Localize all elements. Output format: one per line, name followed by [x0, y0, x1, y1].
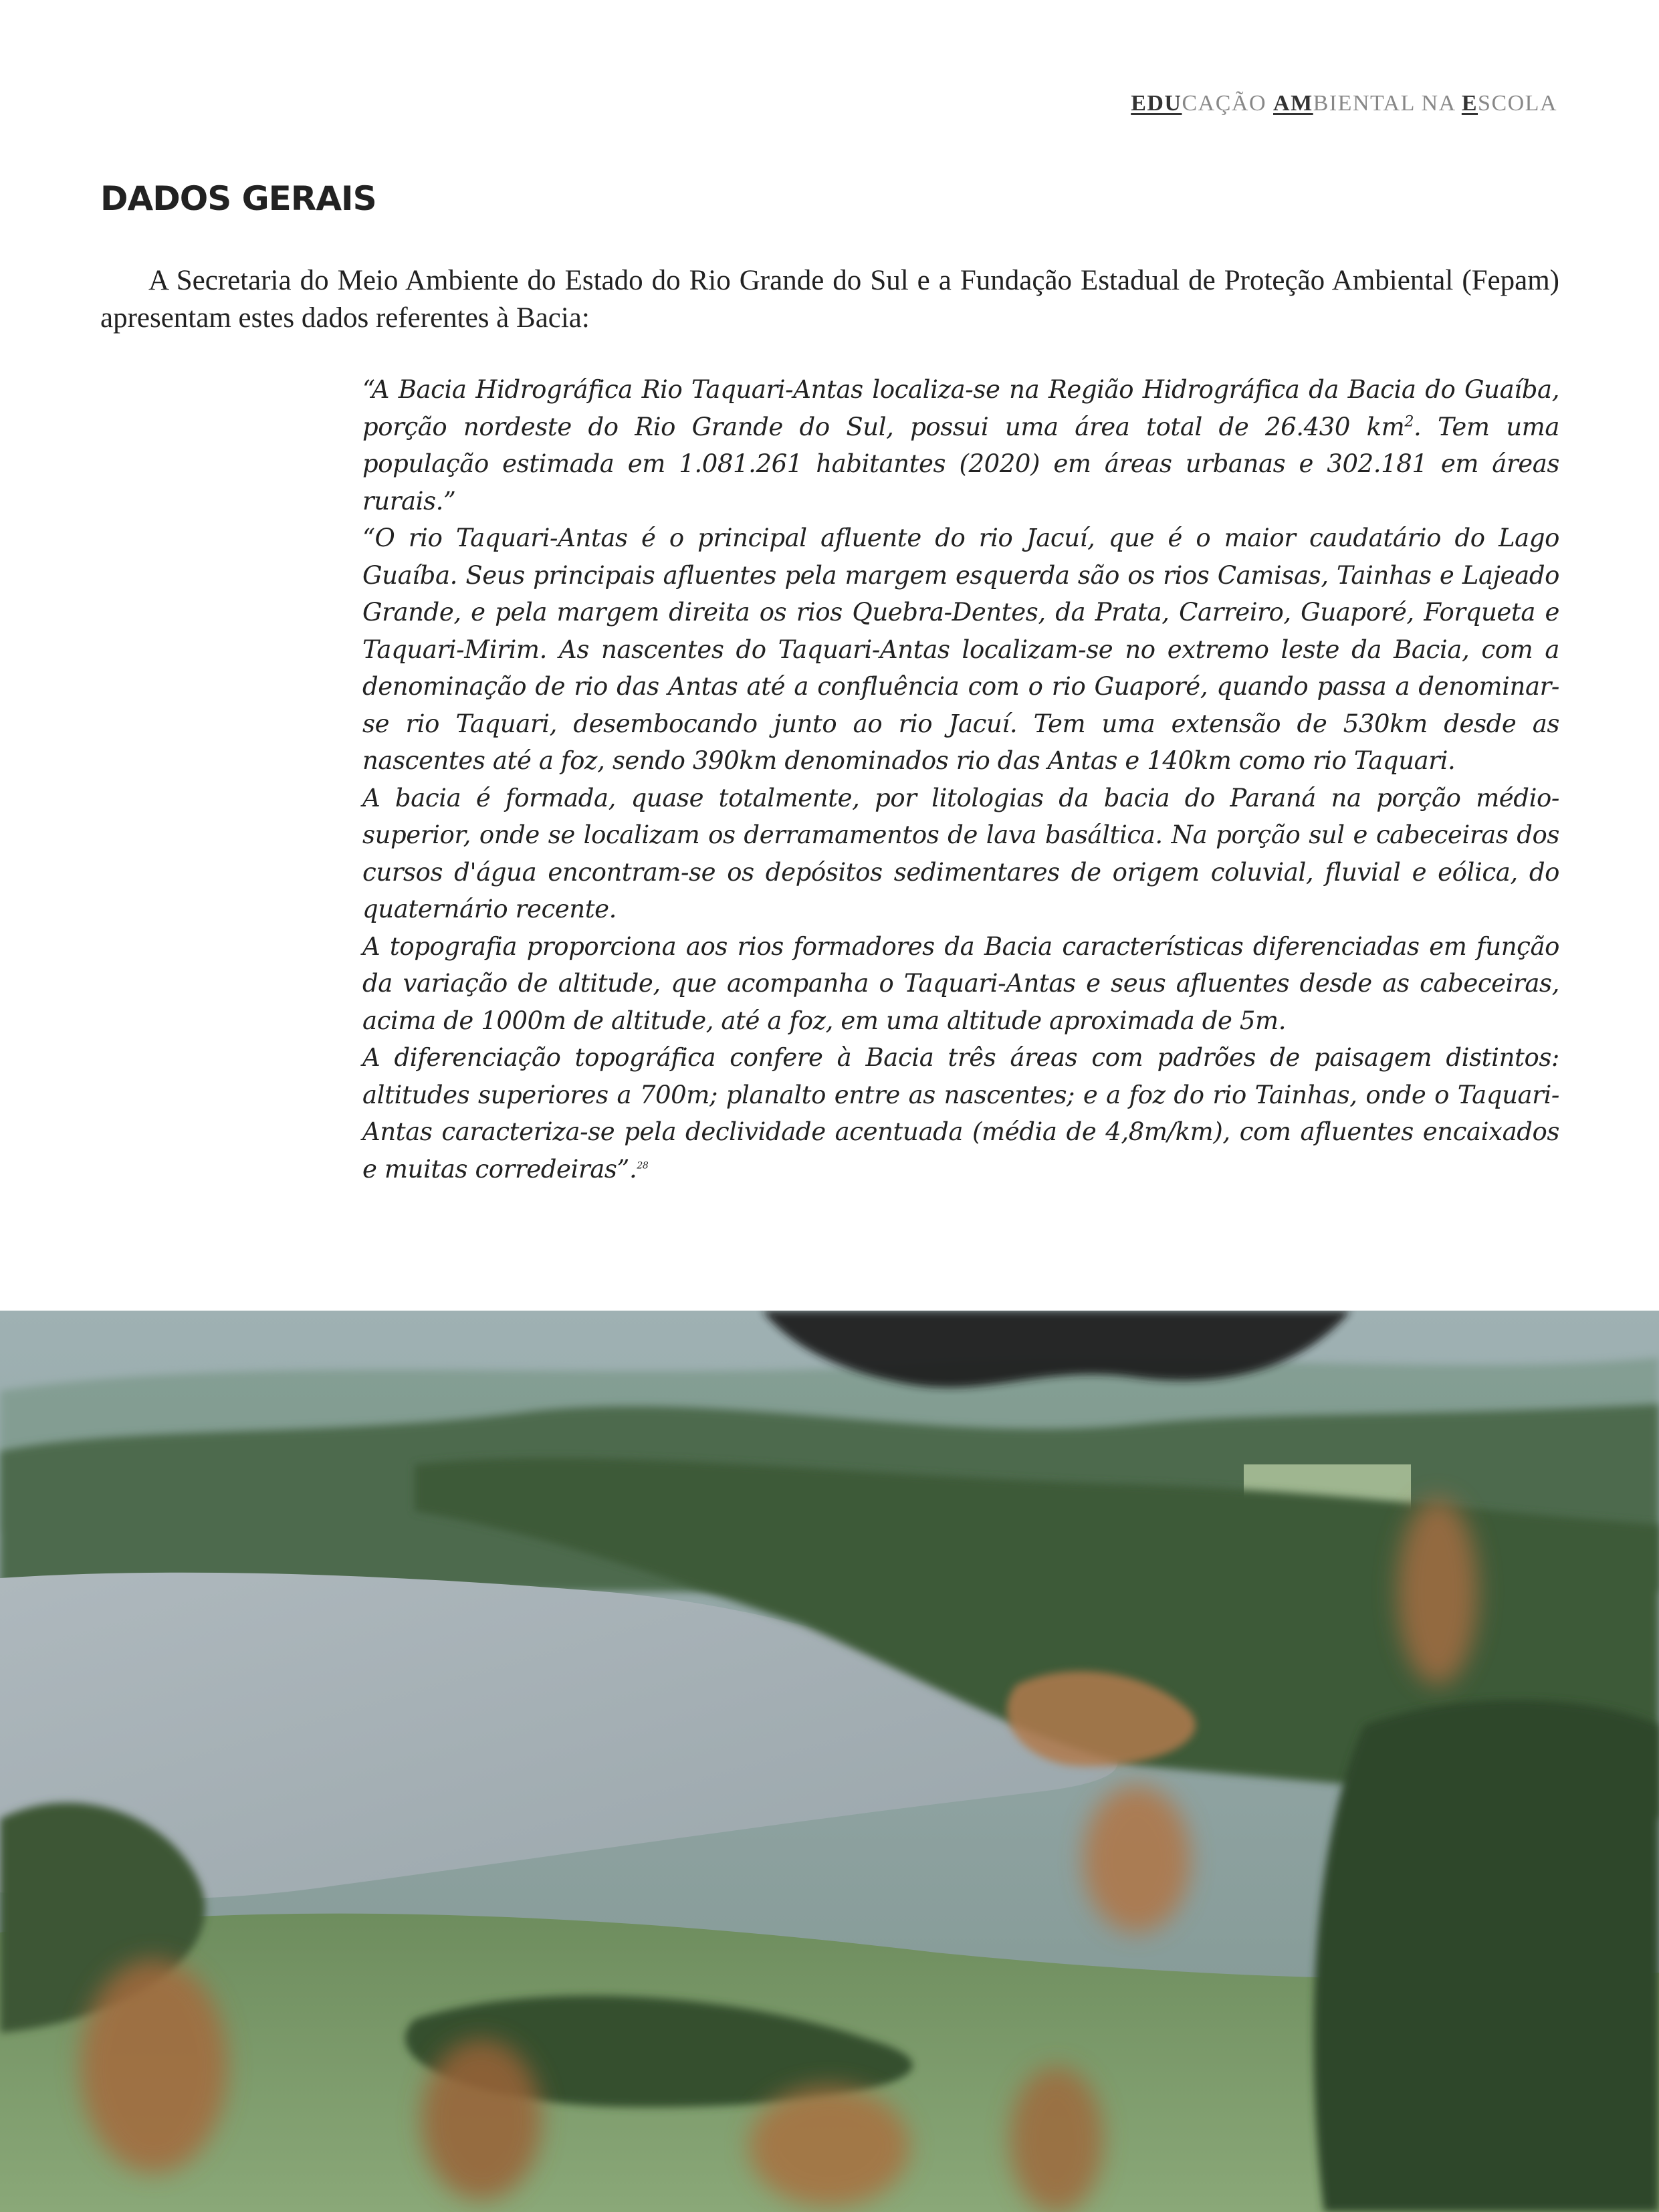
quote-paragraph-3: A bacia é formada, quase totalmente, por litologias da bacia do Paraná na porção médio-superior, onde se localizam os derramamentos de lava basáltica. Na porção sul e cabeceiras dos cursos d'água encontram-se os depósitos sedimentares de origem coluvial, fluvial e eólica, do quaternário recente.: [362, 783, 1559, 923]
squared-superscript: 2: [1404, 413, 1414, 431]
intro-paragraph: A Secretaria do Meio Ambiente do Estado do Rio Grande do Sul e a Fundação Estadual de Proteção Ambiental (Fepam) apresentam estes dados referentes à Bacia:: [100, 265, 1559, 334]
running-header: [1131, 91, 1557, 116]
quote-paragraph-2: “O rio Taquari-Antas é o principal afluente do rio Jacuí, que é o maior caudatário do Lago Guaíba. Seus principais afluentes pela margem esquerda são os rios Camisas, Tainhas e Lajeado Grande, e pela margem direita os rios Quebra-Dentes, da Prata, Carreiro, Guaporé, Forqueta e Taquari-Mirim. As nascentes do Taquari-Antas localizam-se no extremo leste da Bacia, com a denominação de rio das Antas até a confluência com o rio Guaporé, quando passa a denominar-se rio Taquari, desembocando junto ao rio Jacuí. Tem uma extensão de 530km desde as nascentes até a foz, sendo 390km denominados rio das Antas e 140km como rio Taquari.: [362, 524, 1559, 775]
quote-paragraph-1-text-end: . Tem uma população estimada em 1.081.261 habitantes (2020) em áreas urbanas e 302.181 em áreas rurais.”: [362, 412, 1559, 516]
quote-paragraph-5-text: A diferenciação topográfica confere à Bacia três áreas com padrões de paisagem distintos: altitudes superiores a 700m; planalto entre as nascentes; e a foz do rio Tainhas, onde o Taquari-Antas caracteriza-se pela declividade acentuada (média de 4,8m/km), com afluentes encaixados e muitas corredeiras”.: [362, 1043, 1559, 1184]
running-header-part-3-strong: E: [1461, 91, 1478, 116]
quote-paragraph-5: [362, 1039, 1559, 1188]
running-header-part-3-rest: SCOLA: [1478, 91, 1557, 116]
quote-paragraph-1: [362, 371, 1559, 520]
footnote-reference: 28: [637, 1160, 649, 1172]
section-title: DADOS GERAIS: [100, 179, 376, 218]
quote-paragraph-1-text: “A Bacia Hidrográfica Rio Taquari-Antas localiza-se na Região Hidrográfica da Bacia do Guaíba, porção nordeste do Rio Grande do Sul, possui uma área total de 26.430 km: [362, 375, 1559, 441]
river-landscape-photo: [0, 1311, 1659, 2212]
quote-paragraph-4: A topografia proporciona aos rios formadores da Bacia características diferenciadas em função da variação de altitude, que acompanha o Taquari-Antas e seus afluentes desde as cabeceiras, acima de 1000m de altitude, até a foz, em uma altitude aproximada de 5m.: [362, 931, 1559, 1035]
running-header-part-2-rest: BIENTAL NA: [1313, 91, 1462, 116]
right-foreground-trees: [1313, 1700, 1659, 2212]
running-header-part-1-strong: EDU: [1131, 91, 1182, 116]
running-header-part-1-rest: CAÇÃO: [1182, 91, 1274, 116]
quoted-text-block: [362, 371, 1559, 1188]
running-header-part-2-strong: AM: [1273, 91, 1313, 116]
